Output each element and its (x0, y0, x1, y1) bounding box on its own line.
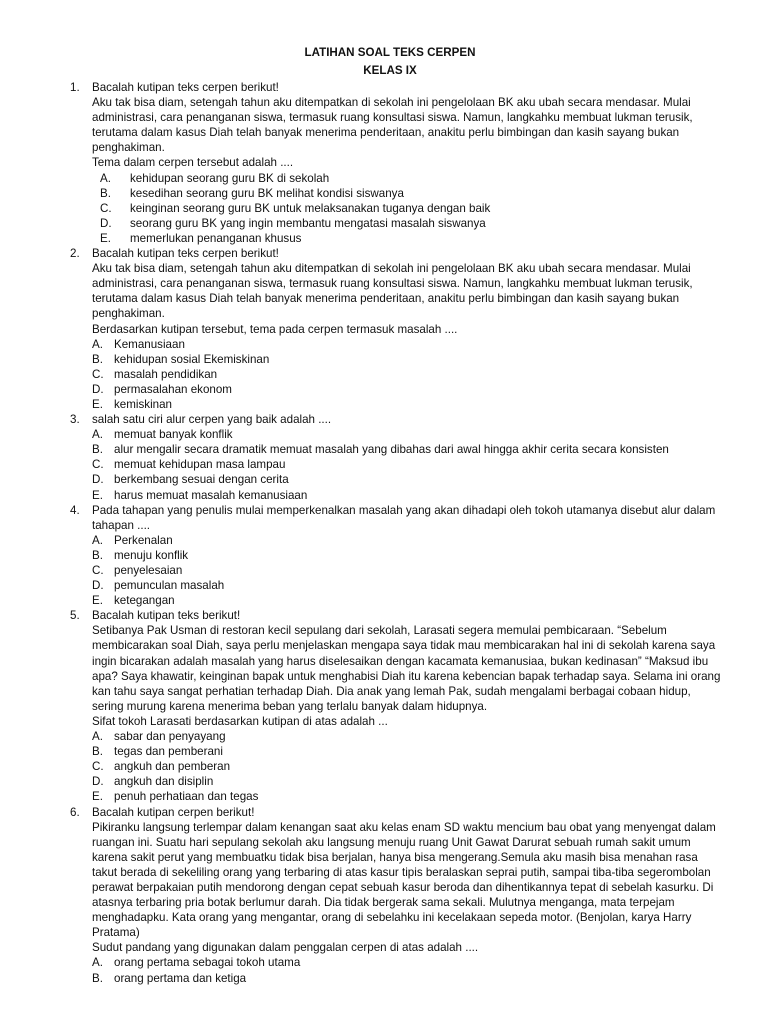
option-letter: D. (92, 579, 104, 593)
answer-option (92, 563, 722, 578)
answer-options (92, 337, 722, 412)
question-prompt: Tema dalam cerpen tersebut adalah .... (92, 156, 294, 170)
answer-option (92, 548, 722, 563)
option-text: memuat banyak konflik (114, 428, 233, 442)
question-number: 3. (70, 413, 80, 427)
option-letter: E. (92, 790, 103, 804)
option-text: kesedihan seorang guru BK melihat kondisi siswanya (130, 186, 404, 200)
option-text: sabar dan penyayang (114, 730, 226, 744)
question-number: 4. (70, 503, 80, 517)
answer-option (92, 427, 722, 442)
option-text: Perkenalan (114, 533, 173, 547)
answer-option (100, 201, 722, 216)
option-letter: C. (92, 458, 104, 472)
answer-option (92, 457, 722, 472)
option-text: menuju konflik (114, 548, 189, 562)
option-text: permasalahan ekonom (114, 382, 232, 396)
answer-option (92, 382, 722, 397)
option-text: seorang guru BK yang ingin membantu mengatasi masalah siswanya (130, 216, 486, 230)
answer-option (92, 955, 722, 970)
answer-options (92, 427, 722, 502)
question-intro: Pada tahapan yang penulis mulai memperkenalkan masalah yang akan dihadapi oleh tokoh utamanya disebut alur dalam tahapan .... (92, 503, 716, 532)
option-letter: A. (92, 956, 103, 970)
option-text: berkembang sesuai dengan cerita (114, 473, 289, 487)
question-intro: Bacalah kutipan teks berikut! (92, 609, 241, 623)
option-letter: E. (92, 397, 103, 411)
option-text: penyelesaian (114, 564, 183, 577)
answer-options (92, 171, 722, 246)
option-letter: B. (92, 548, 103, 562)
option-letter: A. (92, 337, 103, 351)
answer-option (92, 744, 722, 759)
answer-option (92, 337, 722, 352)
answer-option (100, 231, 722, 246)
answer-option (92, 729, 722, 744)
option-letter: B. (92, 971, 103, 985)
option-letter: B. (100, 186, 111, 200)
answer-option (100, 216, 722, 231)
answer-option (92, 367, 722, 382)
answer-options (92, 533, 722, 608)
question-item (70, 608, 722, 804)
option-text: pemunculan masalah (114, 579, 225, 593)
answer-option (92, 472, 722, 487)
option-text: kehidupan seorang guru BK di sekolah (130, 171, 330, 185)
answer-option (92, 593, 722, 608)
question-prompt: Sifat tokoh Larasati berdasarkan kutipan di atas adalah ... (92, 714, 388, 728)
question-intro: salah satu ciri alur cerpen yang baik adalah .... (92, 413, 332, 427)
option-text: orang pertama sebagai tokoh utama (114, 956, 301, 970)
answer-option (92, 488, 722, 503)
answer-option (100, 186, 722, 201)
question-prompt: Sudut pandang yang digunakan dalam penggalan cerpen di atas adalah .... (92, 941, 479, 955)
option-text: keinginan seorang guru BK untuk melaksanakan tuganya dengan baik (130, 201, 491, 215)
option-letter: E. (100, 231, 111, 245)
option-letter: A. (92, 533, 103, 547)
answer-option (92, 578, 722, 593)
question-item (70, 503, 722, 609)
question-prompt: Berdasarkan kutipan tersebut, tema pada cerpen termasuk masalah .... (92, 322, 458, 336)
answer-option (92, 397, 722, 412)
question-passage: Setibanya Pak Usman di restoran kecil sepulang dari sekolah, Larasati segera memulai pembicaraan. “Sebelum membicarakan soal Diah, saya perlu menjelaskan mengapa saya tidak mau membicarakan hal ini di sekolah karena saya ingin bicarakan adalah masalah yang harus diselesaikan dengan kacamata kemanusiaa, bukan kedinasan” “Maksud ibu apa? Saya khawatir, keinginan bapak untuk menghabisi Diah itu karena kebencian bapak terhadap saya. Selama ini orang kan tahu saya sangat perhatian terhadap Diah. Dia anak yang lemah Pak, sudah mengalami berbagai cobaan hidup, sering murung karena menerima beban yang terlalu banyak dalam hidupnya. (92, 624, 724, 713)
option-text: angkuh dan disiplin (114, 775, 214, 789)
question-item (70, 246, 722, 412)
option-letter: D. (92, 382, 104, 396)
answer-option (100, 171, 722, 186)
question-item (70, 805, 722, 986)
question-intro: Bacalah kutipan cerpen berikut! (92, 805, 255, 819)
question-passage: Aku tak bisa diam, setengah tahun aku ditempatkan di sekolah ini pengelolaan BK aku ubah secara mendasar. Mulai administrasi, cara penanganan siswa, termasuk ruang konsultasi siswa. Namun, langkahku membuat lukman terusik, terutama dalam kasus Diah telah banyak menerima penderitaan, anakitu perlu bimbingan dan kasih sayang bukan penghakiman. (92, 262, 696, 321)
option-letter: A. (92, 428, 103, 442)
question-intro: Bacalah kutipan teks cerpen berikut! (92, 81, 279, 94)
option-letter: B. (92, 443, 103, 457)
question-number: 2. (70, 247, 80, 261)
option-text: harus memuat masalah kemanusiaan (114, 488, 308, 502)
answer-option (92, 352, 722, 367)
question-list (70, 80, 722, 986)
question-number: 5. (70, 609, 80, 623)
option-letter: D. (100, 216, 112, 230)
answer-option (92, 759, 722, 774)
question-number: 6. (70, 805, 80, 819)
title-block (0, 0, 768, 80)
option-letter: A. (100, 171, 111, 185)
option-letter: E. (92, 488, 103, 502)
option-text: memerlukan penanganan khusus (130, 231, 302, 245)
option-letter: C. (100, 201, 112, 215)
option-letter: B. (92, 352, 103, 366)
option-text: orang pertama dan ketiga (114, 971, 247, 985)
option-letter: E. (92, 594, 103, 608)
question-passage: Pikiranku langsung terlempar dalam kenangan saat aku kelas enam SD waktu mencium bau obat yang menyengat dalam ruangan ini. Suatu hari sepulang sekolah aku langsung menuju ruang Unit Gawat Darurat sebuah rumah sakit umum karena sakit perut yang membuatku tidak bisa berjalan, hanya bisa mengerang.Semula aku masih bisa menahan rasa takut berada di sekeliling orang yang terbaring di atas kasur tipis beralaskan seprai putih, sampai tiba-tiba segerombolan perawat berpakaian putih mendorong dengan cepat sebuah kasur beroda dan dihentikannya tepat di sebelah kasurku. Di atasnya terbaring pria botak berlumur darah. Dia tidak bergerak sama sekali. Mulutnya menganga, mata terpejam menghadapku. Kata orang yang mengantar, orang di sebelahku ini kecelakaan sepeda motor. (Benjolan, karya Harry Pratama) (92, 820, 720, 940)
option-letter: A. (92, 730, 103, 744)
option-text: ketegangan (114, 594, 175, 608)
option-letter: D. (92, 473, 104, 487)
answer-option (92, 774, 722, 789)
option-text: kehidupan sosial Ekemiskinan (114, 352, 270, 366)
option-letter: C. (92, 760, 104, 774)
option-text: Kemanusiaan (114, 337, 185, 351)
option-text: memuat kehidupan masa lampau (114, 458, 286, 472)
option-text: penuh perhatiaan dan tegas (114, 790, 259, 804)
answer-option (92, 971, 722, 986)
answer-options (92, 729, 722, 804)
answer-option (92, 789, 722, 804)
question-passage: Aku tak bisa diam, setengah tahun aku ditempatkan di sekolah ini pengelolaan BK aku ubah secara mendasar. Mulai administrasi, cara penanganan siswa, termasuk ruang konsultasi siswa. Namun, langkahku membuat lukman terusik, terutama dalam kasus Diah telah banyak menerima penderitaan, anakitu perlu bimbingan dan kasih sayang bukan penghakiman. (92, 96, 696, 155)
option-letter: B. (92, 745, 103, 759)
question-number: 1. (70, 81, 80, 94)
option-text: angkuh dan pemberan (114, 760, 231, 774)
option-letter: C. (92, 367, 104, 381)
document-subtitle: KELAS IX (363, 64, 417, 77)
option-text: alur mengalir secara dramatik memuat masalah yang dibahas dari awal hingga akhir cerita secara konsisten (114, 443, 669, 457)
option-text: masalah pendidikan (114, 367, 218, 381)
question-item (70, 80, 722, 246)
document-title: LATIHAN SOAL TEKS CERPEN (304, 46, 476, 59)
answer-options (92, 955, 722, 985)
question-intro: Bacalah kutipan teks cerpen berikut! (92, 247, 279, 261)
option-letter: D. (92, 775, 104, 789)
option-text: tegas dan pemberani (114, 745, 223, 759)
option-letter: C. (92, 564, 104, 577)
question-item (70, 412, 722, 503)
answer-option (92, 533, 722, 548)
option-text: kemiskinan (114, 397, 172, 411)
answer-option (92, 442, 722, 457)
